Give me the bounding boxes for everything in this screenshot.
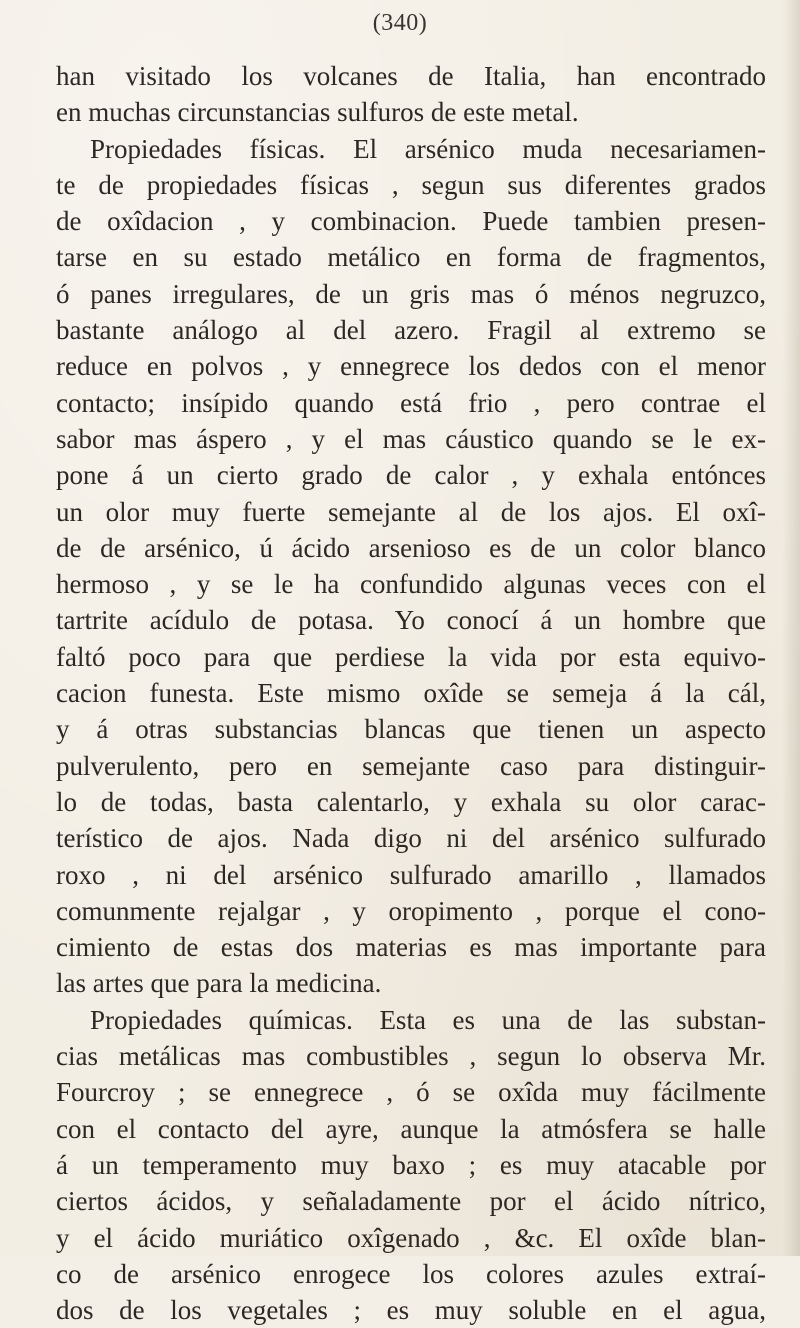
- text-line: de de arsénico, ú ácido arsenioso es de un color blanco: [56, 532, 766, 563]
- text-line: Propiedades químicas. Esta es una de las substan-: [90, 1004, 766, 1035]
- text-line: y el ácido muriático oxîgenado , &c. El oxîde blan-: [56, 1222, 766, 1253]
- text-line: ciertos ácidos, y señaladamente por el ácido nítrico,: [56, 1186, 766, 1217]
- text-line: te de propiedades físicas , segun sus diferentes grados: [56, 169, 766, 200]
- text-line: lo de todas, basta calentarlo, y exhala su olor carac-: [56, 786, 766, 817]
- text-line: cacion funesta. Este mismo oxîde se semeja á la cál,: [56, 678, 766, 709]
- text-line: pulverulento, pero en semejante caso para distinguir-: [56, 750, 766, 781]
- text-line: bastante análogo al del azero. Fragil al extremo se: [56, 315, 766, 346]
- text-line: tarse en su estado metálico en forma de fragmentos,: [56, 242, 766, 273]
- text-line: y á otras substancias blancas que tienen un aspecto: [56, 714, 766, 745]
- text-line: Propiedades físicas. El arsénico muda necesariamen-: [90, 133, 766, 164]
- text-line: sabor mas áspero , y el mas cáustico quando se le ex-: [56, 423, 766, 454]
- text-line: terístico de ajos. Nada digo ni del arsénico sulfurado: [56, 823, 766, 854]
- text-line: pone á un cierto grado de calor , y exhala entónces: [56, 460, 766, 491]
- text-line: cias metálicas mas combustibles , segun lo observa Mr.: [56, 1041, 766, 1072]
- text-line: Fourcroy ; se ennegrece , ó se oxîda muy fácilmente: [56, 1077, 766, 1108]
- text-line: las artes que para la medicina.: [56, 968, 382, 999]
- text-line: en muchas circunstancias sulfuros de este metal.: [56, 97, 579, 128]
- text-line: de oxîdacion , y combinacion. Puede tambien presen-: [56, 206, 766, 237]
- text-line: han visitado los volcanes de Italia, han encontrado: [56, 61, 766, 91]
- text-line: á un temperamento muy baxo ; es muy atacable por: [56, 1149, 766, 1180]
- text-line: un olor muy fuerte semejante al de los ajos. El oxî-: [56, 496, 766, 527]
- page-number: (340): [372, 10, 428, 36]
- page-edge-shadow: [782, 0, 800, 1256]
- text-line: co de arsénico enrogece los colores azules extraí-: [56, 1258, 766, 1289]
- text-line: cimiento de estas dos materias es mas importante para: [56, 932, 766, 963]
- text-line: tartrite acídulo de potasa. Yo conocí á un hombre que: [56, 605, 766, 636]
- text-line: con el contacto del ayre, aunque la atmósfera se halle: [56, 1113, 766, 1144]
- body-text: [56, 58, 766, 1328]
- text-line: reduce en polvos , y ennegrece los dedos con el menor: [56, 351, 766, 382]
- text-line: comunmente rejalgar , y oropimento , porque el cono-: [56, 895, 766, 926]
- text-line: contacto; insípido quando está frio , pero contrae el: [56, 387, 766, 418]
- text-line: ó panes irregulares, de un gris mas ó ménos negruzco,: [56, 278, 766, 309]
- text-line: hermoso , y se le ha confundido algunas veces con el: [56, 569, 766, 600]
- text-line: dos de los vegetales ; es muy soluble en el agua,: [56, 1295, 766, 1326]
- text-line: faltó poco para que perdiese la vida por esta equivo-: [56, 641, 766, 672]
- text-line: roxo , ni del arsénico sulfurado amarillo , llamados: [56, 859, 766, 890]
